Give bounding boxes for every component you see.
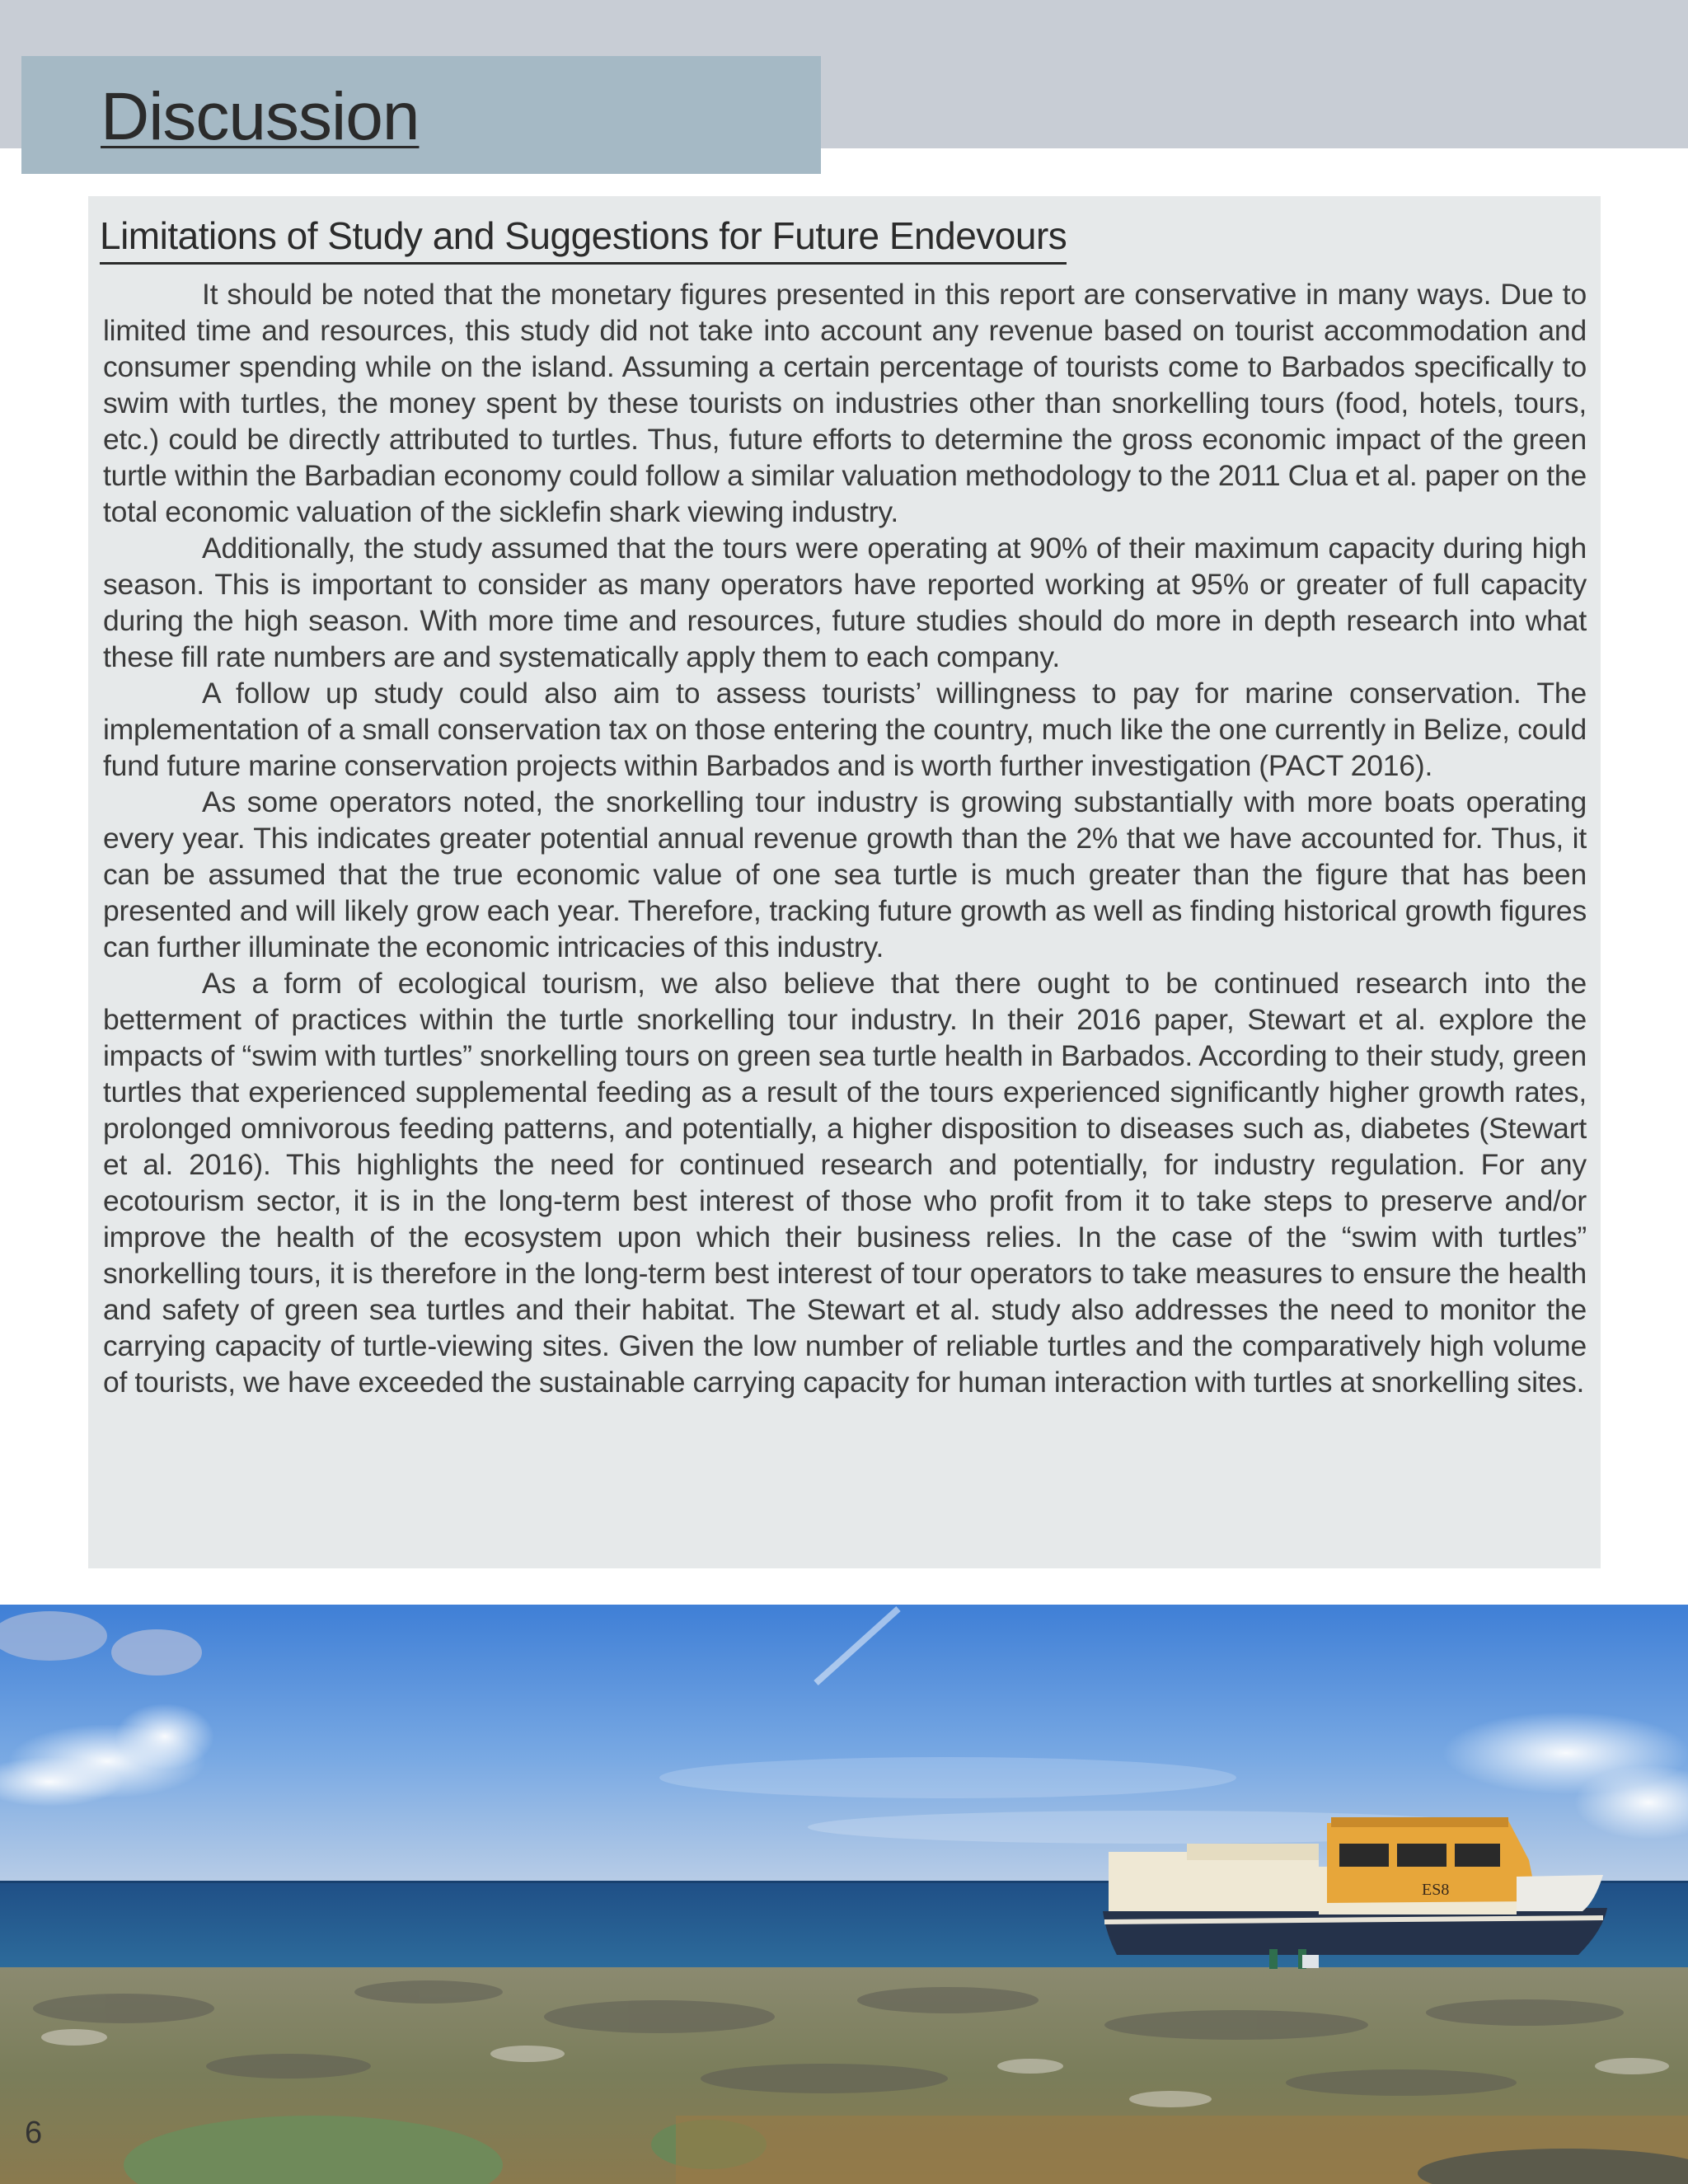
paragraph: As a form of ecological tourism, we also believe that there ought to be continued research into the betterment of practices within the turtle snorkelling tour industry. In their 2016 paper, Stewart et al. explore the impacts of “swim with turtles” snorkelling tours on green sea turtle health in Barbados. According to their study, green turtles that experienced supplemental feeding as a result of the tours experienced significantly higher growth rates, prolonged omnivorous feeding patterns, and potentially, a higher disposition to diseases such as, diabetes (Stewart et al. 2016). This highlights the need for continued research and potentially, for industry regulation. For any ecotourism sector, it is in the long-term best interest of those who profit from it to take steps to preserve and/or improve the health of the ecosystem upon which their business relies. In the case of the “swim with turtles” snorkelling tours, it is therefore in the long-term best interest of tour operators to take measures to ensure the health and safety of green sea turtles and their habitat. The Stewart et al. study also addresses the need to monitor the carrying capacity of turtle-viewing sites. Given the low number of reliable turtles and the comparatively high volume of tourists, we have exceeded the sustainable carrying capacity for human interaction with turtles at snorkelling sites. (103, 967, 1587, 1399)
paragraph: Additionally, the study assumed that the tours were operating at 90% of their maximum capacity during high season. This is important to consider as many operators have reported working at 95% or greater of full capacity during the high season. With more time and resources, future studies should do more in depth research into what these fill rate numbers are and systematically apply them to each company. (103, 532, 1587, 673)
body-text (103, 276, 1587, 1400)
boat-label: ES8 (1422, 1881, 1450, 1899)
coastline-boat-photo (0, 1605, 1688, 2184)
paragraph: A follow up study could also aim to assess tourists’ willingness to pay for marine conservation. The implementation of a small conservation tax on those entering the country, much like the one currently in Belize, could fund future marine conservation projects within Barbados and is worth further investigation (PACT 2016). (103, 677, 1587, 782)
paragraph: It should be noted that the monetary figures presented in this report are conservative in many ways. Due to limited time and resources, this study did not take into account any revenue based on tourist accommodation and consumer spending while on the island. Assuming a certain percentage of tourists come to Barbados specifically to swim with turtles, the money spent by these tourists on industries other than snorkelling tours (food, hotels, tours, etc.) could be directly attributed to turtles. Thus, future efforts to determine the gross economic impact of the green turtle within the Barbadian economy could follow a similar valuation methodology to the 2011 Clua et al. paper on the total economic valuation of the sicklefin shark viewing industry. (103, 278, 1587, 528)
page-number: 6 (25, 2116, 43, 2150)
page-title: Discussion (101, 79, 420, 154)
content-panel (88, 196, 1601, 1568)
paragraph: As some operators noted, the snorkelling tour industry is growing substantially with more boats operating every year. This indicates greater potential annual revenue growth than the 2% that we have accounted for. Thus, it can be assumed that the true economic value of one sea turtle is much greater than the figure that has been presented and will likely grow each year. Therefore, tracking future growth as well as finding historical growth figures can further illuminate the economic intricacies of this industry. (103, 785, 1587, 963)
section-heading: Limitations of Study and Suggestions for Future Endevours (100, 213, 1067, 265)
